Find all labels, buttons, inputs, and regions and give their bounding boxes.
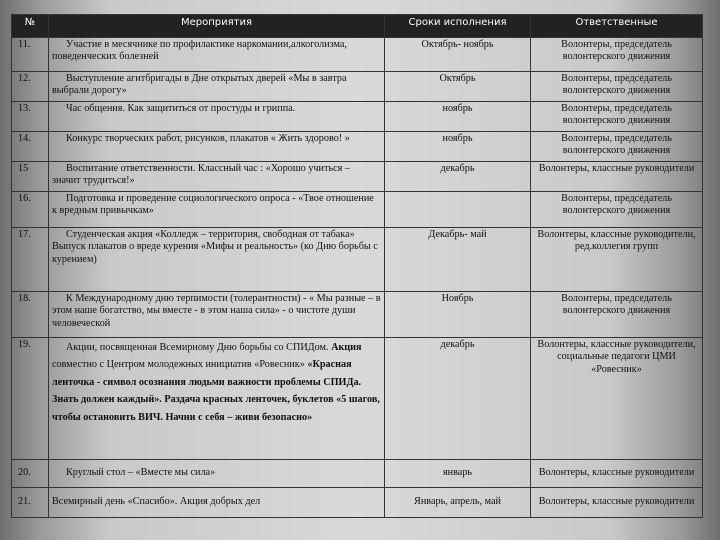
row-event <box>49 72 385 102</box>
event-extra-text: Выпуск плакатов о вреде курения «Мифы и реальность» (ко Дню борьбы с курением) <box>52 241 378 265</box>
header-responsible: Ответственные <box>531 15 703 38</box>
event-text: Круглый стол – «Вместе мы сила» <box>66 467 216 479</box>
event-text: Выступление агитбригады в Дне открытых дверей «Мы в завтра выбрали дорогу» <box>52 73 347 97</box>
event-part-a: Акции, посвященная Всемирному Дню борьбы со СПИДом. <box>66 342 329 353</box>
event-part-b: Акция <box>331 342 362 353</box>
row-responsible: Волонтеры, классные руководители, социальные педагоги ЦМИ «Ровесник» <box>531 338 703 460</box>
row-responsible: Волонтеры, классные руководители <box>531 162 703 192</box>
event-text: Воспитание ответственности. Классный час : «Хорошо учиться – значит трудиться!» <box>52 163 350 187</box>
row-responsible: Волонтеры, классные руководители, ред.коллегия групп <box>531 228 703 292</box>
event-text: К Международному дню терпимости (толерантности) - « Мы разные – в этом наше богатство, мы вместе - в этом наша сила» - о чистоте души человеческой <box>52 293 381 329</box>
row-num: 12. <box>12 72 49 102</box>
row-num: 13. <box>12 102 49 132</box>
event-text: Конкурс творческих работ, рисунков, плакатов « Жить здорово! » <box>66 133 350 144</box>
table-row <box>12 102 703 132</box>
row-num: 21. <box>12 488 49 518</box>
event-part-c: совместно с Центром молодежных инициатив «Ровесник» <box>52 359 305 371</box>
event-text: Студенческая акция «Колледж – территория, свободная от табака» <box>66 229 355 240</box>
row-num: 14. <box>12 132 49 162</box>
row-dates: ноябрь <box>385 102 531 132</box>
row-responsible: Волонтеры, классные руководители <box>531 460 703 488</box>
row-responsible: Волонтеры, председатель волонтерского движения <box>531 102 703 132</box>
row-event <box>49 292 385 338</box>
header-event: Мероприятия <box>49 15 385 38</box>
row-dates: декабрь <box>385 338 531 460</box>
row-responsible: Волонтеры, председатель волонтерского движения <box>531 132 703 162</box>
table-row <box>12 72 703 102</box>
row-num: 11. <box>12 38 49 72</box>
row-event <box>49 162 385 192</box>
row-num: 15 <box>12 162 49 192</box>
event-text: Час общения. Как защититься от простуды и гриппа. <box>66 103 296 114</box>
row-dates: Январь, апрель, май <box>385 488 531 518</box>
header-num: № <box>12 15 49 38</box>
row-dates: декабрь <box>385 162 531 192</box>
row-num: 17. <box>12 228 49 292</box>
row-dates: ноябрь <box>385 132 531 162</box>
table-row <box>12 192 703 228</box>
table-header-row <box>12 15 703 38</box>
row-event <box>49 132 385 162</box>
row-dates: Ноябрь <box>385 292 531 338</box>
table-row <box>12 38 703 72</box>
event-part-e: Раздача красных ленточек, буклетов «5 шагов, чтобы остановить ВИЧ. Начни с себя – живи безопасно» <box>52 394 380 423</box>
row-event <box>49 38 385 72</box>
row-responsible: Волонтеры, председатель волонтерского движения <box>531 72 703 102</box>
table-row <box>12 228 703 292</box>
row-event <box>49 228 385 292</box>
row-event <box>49 460 385 488</box>
table-row <box>12 338 703 460</box>
row-dates: Октябрь- ноябрь <box>385 38 531 72</box>
event-text: Подготовка и проведение социологического опроса - «Твое отношение к вредным привычкам» <box>52 193 374 217</box>
row-responsible: Волонтеры, классные руководители <box>531 488 703 518</box>
row-dates: Декабрь- май <box>385 228 531 292</box>
event-text: Всемирный день «Спасибо». Акция добрых дел <box>52 496 261 508</box>
event-text: Участие в месячнике по профилактике наркомании,алкоголизма, поведенческих болезней <box>52 39 347 63</box>
row-event <box>49 338 385 460</box>
row-dates: Октябрь <box>385 72 531 102</box>
table-row <box>12 292 703 338</box>
row-num: 19. <box>12 338 49 460</box>
events-table <box>11 14 703 518</box>
row-dates: январь <box>385 460 531 488</box>
table-row <box>12 132 703 162</box>
row-responsible: Волонтеры, председатель волонтерского движения <box>531 192 703 228</box>
row-responsible: Волонтеры, председатель волонтерского движения <box>531 292 703 338</box>
plan-table-page <box>11 14 702 518</box>
row-event <box>49 488 385 518</box>
row-num: 16. <box>12 192 49 228</box>
table-row <box>12 162 703 192</box>
event-rich-text <box>52 339 381 426</box>
row-event <box>49 192 385 228</box>
event-part-d: «Красная ленточка - символ осознания людьми важности проблемы СПИДа. Знать должен каждый». <box>52 359 362 406</box>
row-event <box>49 102 385 132</box>
row-num: 20. <box>12 460 49 488</box>
row-responsible: Волонтеры, председатель волонтерского движения <box>531 38 703 72</box>
header-dates: Сроки исполнения <box>385 15 531 38</box>
row-num: 18. <box>12 292 49 338</box>
table-row <box>12 460 703 488</box>
table-row <box>12 488 703 518</box>
row-dates <box>385 192 531 228</box>
